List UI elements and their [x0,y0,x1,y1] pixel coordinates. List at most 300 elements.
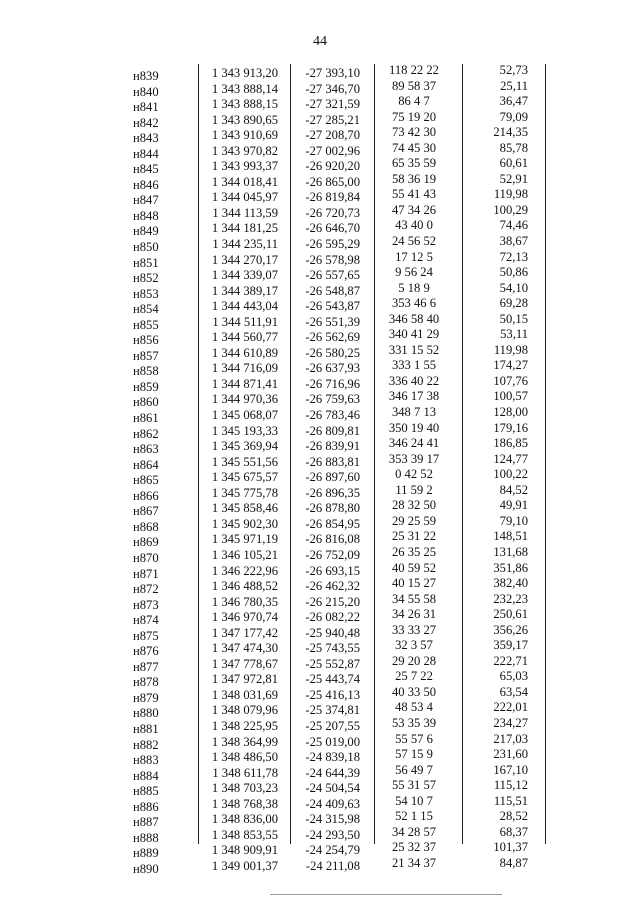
direction-angle: 56 49 7 [395,762,433,777]
coordinate-y: -24 839,18 [305,750,360,765]
coordinate-x: 1 347 778,67 [211,656,278,671]
table-row [0,249,640,270]
direction-angle: 65 35 59 [391,156,437,171]
coordinate-y: -25 019,00 [305,734,360,749]
coordinate-y: -27 393,10 [305,66,360,80]
direction-angle: 47 34 26 [391,202,437,217]
coordinate-y: -26 752,09 [305,547,360,562]
direction-angle: 43 40 0 [395,218,433,233]
distance: 85,78 [499,140,528,155]
direction-angle: 54 10 7 [395,793,433,808]
coordinate-y: -26 595,29 [305,237,360,252]
distance: 50,15 [499,311,528,326]
direction-angle: 340 41 29 [388,327,440,342]
point-id: н839 [133,69,159,83]
coordinate-y: -26 637,93 [305,361,360,376]
coordinate-x: 1 344 113,59 [212,205,278,220]
direction-angle: 25 31 22 [391,529,437,544]
direction-angle: 33 33 27 [391,622,437,637]
table-row [0,436,640,457]
point-id: н877 [133,659,159,674]
coordinate-x: 1 344 018,41 [211,174,278,189]
table-row [0,576,640,597]
coordinate-y: -26 580,25 [305,345,360,360]
coordinate-x: 1 348 836,00 [211,812,278,827]
direction-angle: 74 45 30 [391,140,437,155]
point-id: н859 [133,379,159,394]
point-id: н885 [133,784,159,799]
point-id: н869 [133,535,159,550]
distance: 84,87 [499,855,528,870]
point-id: н878 [133,675,159,690]
distance: 167,10 [493,762,528,777]
footer-rule [270,894,502,895]
coordinate-y: -25 743,55 [305,641,360,656]
direction-angle: 34 28 57 [391,824,437,839]
direction-angle: 350 19 40 [388,420,440,435]
point-id: н887 [133,815,159,830]
table-row [0,700,640,721]
distance: 84,52 [499,482,528,497]
distance: 69,28 [499,296,528,311]
table-row [0,202,640,223]
point-id: н851 [133,255,159,270]
distance: 232,23 [493,591,528,606]
table-row [0,451,640,472]
table-row [0,809,640,830]
coordinate-y: -26 759,63 [305,392,360,407]
table-row [0,420,640,441]
point-id: н849 [133,224,159,239]
point-id: н870 [133,550,159,565]
point-id: н882 [133,737,159,752]
coordinate-y: -24 254,79 [305,843,360,858]
coordinate-y: -26 716,96 [305,376,360,391]
distance: 234,27 [493,715,528,730]
coordinate-y: -25 416,13 [305,687,360,702]
point-id: н889 [133,846,159,861]
distance: 54,10 [499,280,528,295]
distance: 115,12 [493,778,528,793]
coordinate-y: -26 896,35 [305,485,360,500]
distance: 148,51 [493,529,528,544]
coordinate-x: 1 344 389,17 [211,283,278,298]
distance: 222,71 [493,653,528,668]
coordinate-x: 1 346 488,52 [211,579,278,594]
table-row [0,840,640,861]
coordinate-x: 1 345 675,57 [211,470,278,485]
point-id: н886 [133,799,159,814]
coordinate-x: 1 348 909,91 [211,843,278,858]
table-row [0,389,640,410]
coordinate-x: 1 344 443,04 [211,299,278,314]
point-id: н858 [133,364,159,379]
table-row [0,109,640,130]
coordinate-x: 1 345 369,94 [211,439,278,454]
direction-angle: 48 53 4 [395,700,433,715]
coordinate-x: 1 344 270,17 [211,252,278,267]
coordinate-x: 1 345 902,30 [211,516,278,531]
coordinate-x: 1 344 339,07 [211,268,278,283]
coordinate-y: -24 644,39 [305,765,360,780]
page-number: 44 [313,34,327,49]
distance: 250,61 [493,607,528,622]
direction-angle: 25 32 37 [391,840,437,855]
coordinate-y: -26 082,22 [305,610,360,625]
table-row [0,140,640,161]
direction-angle: 53 35 39 [391,715,437,730]
coordinate-y: -26 693,15 [305,563,360,578]
point-id: н867 [133,504,159,519]
coordinate-y: -26 551,39 [305,314,360,329]
distance: 79,10 [499,513,528,528]
table-row [0,513,640,534]
coordinate-x: 1 344 716,09 [211,361,278,376]
table-row [0,187,640,208]
point-id: н863 [133,442,159,457]
distance: 351,86 [493,560,528,575]
coordinate-y: -26 920,20 [305,159,360,174]
point-id: н880 [133,706,159,721]
distance: 222,01 [493,700,528,715]
table-row [0,607,640,628]
coordinate-y: -26 854,95 [305,516,360,531]
point-id: н868 [133,519,159,534]
point-id: н845 [133,162,159,177]
point-id: н841 [133,100,159,115]
direction-angle: 24 56 52 [391,234,437,249]
distance: 101,37 [493,840,528,855]
distance: 107,76 [493,373,528,388]
direction-angle: 25 7 22 [395,669,433,684]
coordinate-x: 1 346 780,35 [211,594,278,609]
table-row [0,824,640,845]
direction-angle: 336 40 22 [388,373,440,388]
direction-angle: 40 59 52 [391,560,437,575]
coordinate-y: -24 409,63 [305,796,360,811]
table-row [0,94,640,115]
table-row [0,218,640,239]
point-id: н872 [133,582,159,597]
coordinate-x: 1 348 225,95 [211,718,278,733]
coordinate-y: -26 819,84 [305,190,360,205]
table-row [0,467,640,488]
coordinate-y: -26 578,98 [305,252,360,267]
distance: 50,86 [499,265,528,280]
table-row [0,171,640,192]
table-row [0,622,640,643]
coordinate-table [0,63,640,876]
distance: 100,29 [493,202,528,217]
coordinate-y: -26 783,46 [305,408,360,423]
coordinate-y: -26 839,91 [305,439,360,454]
coordinate-y: -25 552,87 [305,656,360,671]
table-row [0,529,640,550]
coordinate-x: 1 348 703,23 [211,781,278,796]
coordinate-y: -26 548,87 [305,283,360,298]
point-id: н854 [133,302,159,317]
coordinate-y: -26 462,32 [305,579,360,594]
coordinate-y: -26 543,87 [305,299,360,314]
direction-angle: 29 20 28 [391,653,437,668]
coordinate-x: 1 344 970,36 [211,392,278,407]
coordinate-x: 1 345 858,46 [211,501,278,516]
coordinate-x: 1 346 222,96 [211,563,278,578]
point-id: н850 [133,240,159,255]
table-row [0,358,640,379]
direction-angle: 55 57 6 [395,731,433,746]
distance: 36,47 [499,94,528,109]
direction-angle: 5 18 9 [398,280,430,295]
coordinate-x: 1 344 610,89 [211,345,278,360]
direction-angle: 89 58 37 [391,78,437,93]
direction-angle: 28 32 50 [391,498,437,513]
coordinate-x: 1 347 972,81 [211,672,278,687]
coordinate-x: 1 348 364,99 [211,734,278,749]
coordinate-x: 1 349 001,37 [211,858,278,873]
coordinate-x: 1 343 890,65 [211,112,278,127]
point-id: н871 [133,566,159,581]
point-id: н881 [133,721,159,736]
direction-angle: 353 39 17 [388,451,440,466]
distance: 60,61 [499,156,528,171]
point-id: н879 [133,690,159,705]
point-id: н883 [133,753,159,768]
distance: 214,35 [493,125,528,140]
direction-angle: 348 7 13 [391,405,437,420]
direction-angle: 17 12 5 [395,249,433,264]
direction-angle: 34 55 58 [391,591,437,606]
coordinate-x: 1 346 970,74 [211,610,278,625]
coordinate-x: 1 344 511,91 [212,314,278,329]
table-row [0,78,640,99]
coordinate-x: 1 343 910,69 [211,128,278,143]
coordinate-x: 1 348 486,50 [211,750,278,765]
distance: 119,98 [493,342,528,357]
distance: 74,46 [499,218,528,233]
distance: 131,68 [493,544,528,559]
direction-angle: 0 42 52 [395,467,433,482]
distance: 63,54 [499,684,528,699]
table-row [0,684,640,705]
coordinate-y: -26 557,65 [305,268,360,283]
direction-angle: 353 46 6 [391,296,437,311]
point-id: н847 [133,193,159,208]
distance: 174,27 [493,358,528,373]
coordinate-x: 1 343 970,82 [211,143,278,158]
distance: 359,17 [493,638,528,653]
point-id: н876 [133,644,159,659]
point-id: н865 [133,473,159,488]
coordinate-y: -26 816,08 [305,532,360,547]
coordinate-x: 1 344 181,25 [211,221,278,236]
direction-angle: 118 22 22 [389,63,439,77]
coordinate-y: -26 878,80 [305,501,360,516]
direction-angle: 21 34 37 [391,855,437,870]
table-row [0,638,640,659]
distance: 38,67 [499,234,528,249]
table-row [0,793,640,814]
direction-angle: 346 17 38 [388,389,440,404]
coordinate-y: -26 809,81 [305,423,360,438]
table-row [0,855,640,876]
point-id: н866 [133,488,159,503]
coordinate-x: 1 347 474,30 [211,641,278,656]
table-row [0,653,640,674]
point-id: н852 [133,271,159,286]
distance: 25,11 [500,78,528,93]
table-row [0,482,640,503]
point-id: н861 [133,411,159,426]
coordinate-x: 1 345 551,56 [211,454,278,469]
coordinate-y: -24 504,54 [305,781,360,796]
point-id: н840 [133,84,159,99]
direction-angle: 58 36 19 [391,171,437,186]
table-row [0,544,640,565]
coordinate-y: -26 215,20 [305,594,360,609]
coordinate-y: -26 897,60 [305,470,360,485]
coordinate-y: -25 940,48 [305,625,360,640]
table-row [0,280,640,301]
direction-angle: 55 31 57 [391,778,437,793]
coordinate-x: 1 347 177,42 [211,625,278,640]
direction-angle: 34 26 31 [391,607,437,622]
direction-angle: 11 59 2 [395,482,433,497]
point-id: н846 [133,177,159,192]
distance: 65,03 [499,669,528,684]
coordinate-y: -25 207,55 [305,718,360,733]
table-row [0,156,640,177]
coordinate-y: -27 208,70 [305,128,360,143]
distance: 52,91 [499,171,528,186]
point-id: н860 [133,395,159,410]
coordinate-y: -26 646,70 [305,221,360,236]
coordinate-x: 1 348 611,78 [212,765,278,780]
coordinate-x: 1 346 105,21 [211,547,278,562]
distance: 382,40 [493,576,528,591]
table-row [0,373,640,394]
coordinate-x: 1 344 235,11 [212,237,278,252]
coordinate-x: 1 344 560,77 [211,330,278,345]
table-row [0,778,640,799]
point-id: н857 [133,348,159,363]
direction-angle: 346 24 41 [388,436,440,451]
table-row [0,342,640,363]
point-id: н890 [133,861,159,876]
direction-angle: 9 56 24 [395,265,433,280]
distance: 100,22 [493,467,528,482]
point-id: н856 [133,333,159,348]
coordinate-x: 1 343 888,14 [211,81,278,96]
coordinate-x: 1 345 068,07 [211,408,278,423]
table-row [0,560,640,581]
coordinate-x: 1 348 853,55 [211,827,278,842]
point-id: н853 [133,286,159,301]
distance: 28,52 [499,809,528,824]
point-id: н864 [133,457,159,472]
coordinate-y: -27 321,59 [305,97,360,112]
table-row [0,296,640,317]
direction-angle: 40 33 50 [391,684,437,699]
table-row [0,715,640,736]
coordinate-x: 1 345 971,19 [211,532,278,547]
coordinate-y: -24 293,50 [305,827,360,842]
distance: 128,00 [493,405,528,420]
coordinate-y: -24 211,08 [305,858,360,873]
coordinate-x: 1 344 045,97 [211,190,278,205]
distance: 356,26 [493,622,528,637]
point-id: н875 [133,628,159,643]
distance: 186,85 [493,436,528,451]
direction-angle: 40 15 27 [391,576,437,591]
direction-angle: 32 3 57 [395,638,433,653]
distance: 52,73 [499,63,528,77]
point-id: н855 [133,317,159,332]
coordinate-y: -26 720,73 [305,205,360,220]
direction-angle: 52 1 15 [395,809,433,824]
distance: 100,57 [493,389,528,404]
coordinate-y: -26 865,00 [305,174,360,189]
table-row [0,125,640,146]
distance: 231,60 [493,747,528,762]
distance: 179,16 [493,420,528,435]
table-row [0,747,640,768]
distance: 119,98 [493,187,528,202]
point-id: н873 [133,597,159,612]
coordinate-y: -27 002,96 [305,143,360,158]
distance: 68,37 [499,824,528,839]
direction-angle: 55 41 43 [391,187,437,202]
direction-angle: 333 1 55 [391,358,437,373]
coordinate-x: 1 344 871,41 [211,376,278,391]
point-id: н862 [133,426,159,441]
distance: 53,11 [500,327,528,342]
coordinate-y: -25 374,81 [305,703,360,718]
distance: 72,13 [499,249,528,264]
point-id: н844 [133,146,159,161]
table-row [0,63,640,83]
point-id: н848 [133,208,159,223]
direction-angle: 75 19 20 [391,109,437,124]
direction-angle: 26 35 25 [391,544,437,559]
table-row [0,498,640,519]
coordinate-x: 1 343 888,15 [211,97,278,112]
coordinate-y: -27 285,21 [305,112,360,127]
distance: 79,09 [499,109,528,124]
coordinate-y: -25 443,74 [305,672,360,687]
table-row [0,405,640,426]
table-row [0,591,640,612]
coordinate-x: 1 343 913,20 [211,66,278,80]
direction-angle: 73 42 30 [391,125,437,140]
point-id: н842 [133,115,159,130]
table-row [0,265,640,286]
point-id: н884 [133,768,159,783]
direction-angle: 346 58 40 [388,311,440,326]
coordinate-y: -26 562,69 [305,330,360,345]
coordinate-x: 1 345 775,78 [211,485,278,500]
table-row [0,762,640,783]
coordinate-x: 1 348 768,38 [211,796,278,811]
coordinate-x: 1 343 993,37 [211,159,278,174]
table-row [0,311,640,332]
coordinate-x: 1 345 193,33 [211,423,278,438]
distance: 49,91 [499,498,528,513]
distance: 124,77 [493,451,528,466]
direction-angle: 29 25 59 [391,513,437,528]
direction-angle: 57 15 9 [395,747,433,762]
table-row [0,731,640,752]
